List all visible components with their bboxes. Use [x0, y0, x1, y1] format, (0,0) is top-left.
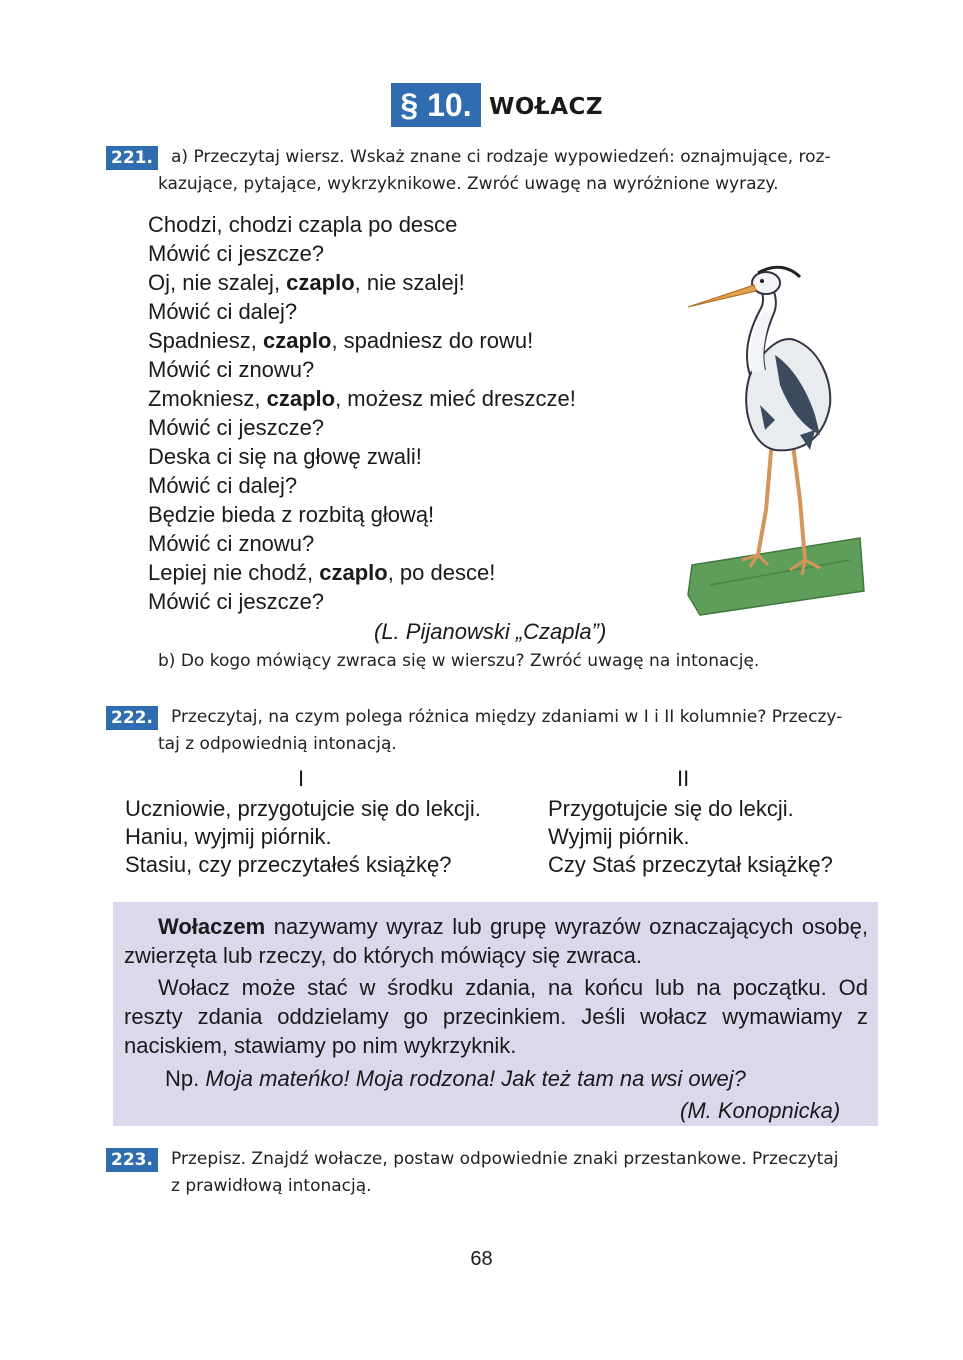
poem-attribution: (L. Pijanowski „Czapla”)	[374, 619, 607, 644]
poem-line-text: Mówić ci dalej?	[148, 473, 298, 498]
poem-line-text: Mówić ci jeszcze?	[148, 241, 325, 266]
rule-definition-text: nazywamy wyraz lub grupę wyrazów oznaczających osobę, zwierzęta lub rzeczy, do których mówiący się zwraca.	[124, 914, 868, 968]
poem-line-text: , po desce!	[387, 560, 496, 585]
page-number: 68	[470, 1248, 493, 1270]
vocative-word: czaplo	[286, 270, 355, 295]
poem-line-text: Mówić ci dalej?	[148, 299, 298, 324]
poem-line-text: , spadniesz do rowu!	[331, 328, 534, 353]
rule-definition	[124, 912, 868, 970]
poem-line	[148, 268, 576, 297]
poem-line	[148, 239, 576, 268]
column-1-heading: I	[298, 766, 305, 791]
instruction-line: z prawidłową intonacją.	[171, 1176, 372, 1196]
exercise-221-number: 221.	[106, 146, 158, 170]
poem-line-text: Mówić ci jeszcze?	[148, 589, 325, 614]
rule-example	[165, 1064, 746, 1093]
column-1-sentence: Haniu, wyjmij piórnik.	[125, 824, 332, 849]
vocative-word: czaplo	[266, 386, 336, 411]
instruction-line: Przepisz. Znajdź wołacze, postaw odpowiednie znaki przestankowe. Przeczytaj	[171, 1149, 839, 1169]
poem-line	[148, 442, 576, 471]
section-title: WOŁACZ	[489, 94, 604, 120]
poem-line	[148, 384, 576, 413]
poem-line	[148, 500, 576, 529]
poem-line	[148, 297, 576, 326]
instruction-line: a) Przeczytaj wiersz. Wskaż znane ci rodzaje wypowiedzeń: oznajmujące, roz-	[171, 147, 831, 167]
column-1	[125, 795, 481, 879]
column-1-sentence: Uczniowie, przygotujcie się do lekcji.	[125, 796, 481, 821]
exercise-223-instruction	[171, 1146, 839, 1200]
poem-line	[148, 558, 576, 587]
poem-line-text: Mówić ci jeszcze?	[148, 415, 325, 440]
column-2-sentence: Przygotujcie się do lekcji.	[548, 796, 794, 821]
column-2	[548, 795, 833, 879]
exercise-222-instruction	[158, 704, 843, 758]
poem-line	[148, 413, 576, 442]
poem-line	[148, 210, 576, 239]
column-2-heading: II	[677, 766, 690, 791]
rule-usage-text: Wołacz może stać w środku zdania, na końcu lub na początku. Od reszty zdania oddzielamy go przecinkiem. Jeśli wołacz wymawiamy z naciskiem, stawiamy po nim wykrzyknik.	[124, 975, 868, 1058]
poem-line	[148, 587, 576, 616]
poem-line	[148, 355, 576, 384]
poem-line-text: Będzie bieda z rozbitą głową!	[148, 502, 435, 527]
grammar-rule-box	[113, 902, 878, 1126]
exercise-222-number: 222.	[106, 706, 158, 730]
poem-line-text: , nie szalej!	[354, 270, 465, 295]
column-2-sentence: Wyjmij piórnik.	[548, 824, 690, 849]
poem-line-text: Zmokniesz,	[148, 386, 267, 411]
rule-usage	[124, 973, 868, 1060]
rule-term: Wołaczem	[158, 914, 266, 939]
poem-line-text: Deska ci się na głowę zwali!	[148, 444, 422, 469]
poem-line-text: , możesz mieć dreszcze!	[335, 386, 576, 411]
section-number-badge: § 10.	[391, 83, 481, 127]
instruction-line: taj z odpowiednią intonacją.	[158, 734, 397, 754]
example-author: (M. Konopnicka)	[680, 1098, 841, 1123]
exercise-221-instruction-a	[158, 144, 831, 198]
poem-line-text: Spadniesz,	[148, 328, 263, 353]
vocative-word: czaplo	[262, 328, 332, 353]
example-prefix: Np.	[165, 1066, 206, 1091]
poem-line	[148, 471, 576, 500]
heron-icon	[680, 255, 870, 620]
poem-line-text: Lepiej nie chodź,	[148, 560, 320, 585]
plank-shape	[688, 538, 864, 615]
example-text: Moja mateńko! Moja rodzona! Jak też tam na wsi owej?	[205, 1066, 746, 1091]
poem-line	[148, 326, 576, 355]
exercise-221-instruction-b: b) Do kogo mówiący zwraca się w wierszu? Zwróć uwagę na intonację.	[158, 651, 760, 671]
poem-line-text: Mówić ci znowu?	[148, 357, 315, 382]
column-1-sentence: Stasiu, czy przeczytałeś książkę?	[125, 852, 452, 877]
poem-line	[148, 529, 576, 558]
instruction-line: Przeczytaj, na czym polega różnica między zdaniami w I i II kolumnie? Przeczy-	[171, 707, 843, 727]
instruction-line: kazujące, pytające, wykrzyknikowe. Zwróć uwagę na wyróżnione wyrazy.	[158, 174, 779, 194]
poem-line-text: Mówić ci znowu?	[148, 531, 315, 556]
column-2-sentence: Czy Staś przeczytał książkę?	[548, 852, 833, 877]
poem	[148, 210, 576, 616]
vocative-word: czaplo	[319, 560, 388, 585]
poem-line-text: Oj, nie szalej,	[148, 270, 287, 295]
poem-line-text: Chodzi, chodzi czapla po desce	[148, 212, 458, 237]
exercise-223-number: 223.	[106, 1148, 158, 1172]
